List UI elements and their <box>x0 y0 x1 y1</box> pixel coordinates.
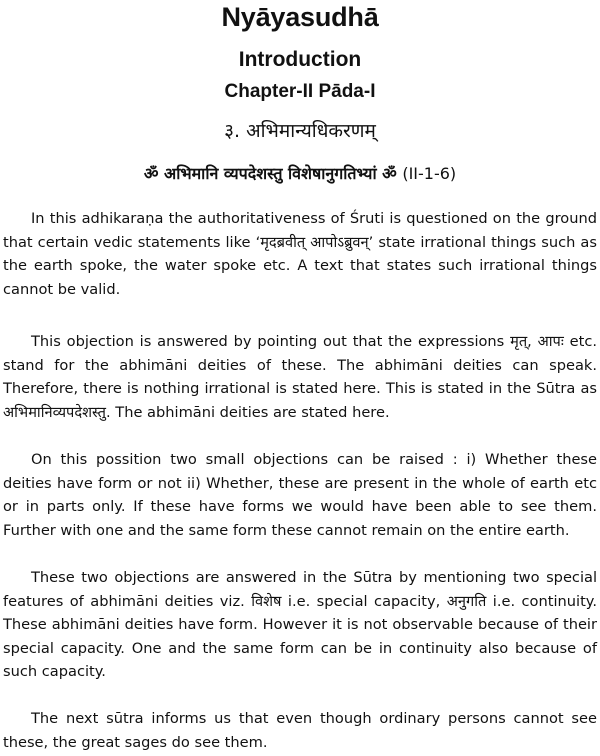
sutra-line <box>0 162 600 186</box>
chapter-heading: Chapter-II Pāda-I <box>224 81 376 102</box>
paragraph-1-quote: ‘मृदब्रवीत् आपोऽब्रुवन्’ <box>255 233 374 251</box>
paragraph-2-text-b: etc. stand for the abhimāni deities of these. The abhimāni deities can speak. Therefore, there is nothing irrational is stated here. This is stated in the Sūtra as <box>3 333 597 398</box>
paragraph-2-terms: मृत्, आपः <box>510 333 564 350</box>
paragraph-1 <box>3 207 597 301</box>
paragraph-2-text-a: This objection is answered by pointing out that the expressions <box>31 333 511 350</box>
paragraph-3: On this possition two small objections can be raised : i) Whether these deities have form or not ii) Whether, these are present in the whole of earth etc or in parts only. If these have forms we would have been able to see them. Further with one and the same form these cannot remain on the entire earth. <box>3 451 597 539</box>
paragraph-2-sutra-word: अभिमानिव्यपदेशस्तु <box>3 403 106 421</box>
paragraph-4-text-a: These two objections are answered in the Sūtra by mentioning two special features of abhimāni deities viz. <box>3 569 597 610</box>
paragraph-4-term-vishesha: विशेष <box>251 592 282 610</box>
introduction-heading: Introduction <box>238 48 362 71</box>
paragraph-4-text-c: i.e. continuity. These abhimāni deities have form. However it is not observable because of their special capacity. One and the same form can be in continuity also because of such capacity. <box>3 592 597 681</box>
paragraph-1-text-a: In this adhikaraṇa the authoritativeness of Śruti is questioned on the ground that certain vedic statements like <box>3 210 597 251</box>
paragraph-4-term-anugati: अनुगति <box>446 592 487 610</box>
paragraph-4 <box>3 566 597 684</box>
paragraph-4-text-b: i.e. special capacity, <box>281 592 447 610</box>
sutra-reference: (II-1-6) <box>402 164 457 183</box>
sutra-text: ॐ अभिमानि व्यपदेशस्तु विशेषानुगतिभ्यां ॐ <box>143 164 397 183</box>
paragraph-5: The next sūtra informs us that even though ordinary persons cannot see these, the great sages do see them. <box>3 710 597 751</box>
paragraph-2 <box>3 330 597 424</box>
paragraph-1-text-b: state irrational things such as the earth spoke, the water spoke etc. A text that states such irrational things cannot be valid. <box>3 233 597 298</box>
page-title: Nyāyasudhā <box>221 2 379 32</box>
section-heading: ३. अभिमान्यधिकरणम् <box>224 120 376 142</box>
paragraph-2-text-c: . The abhimāni deities are stated here. <box>106 403 390 421</box>
